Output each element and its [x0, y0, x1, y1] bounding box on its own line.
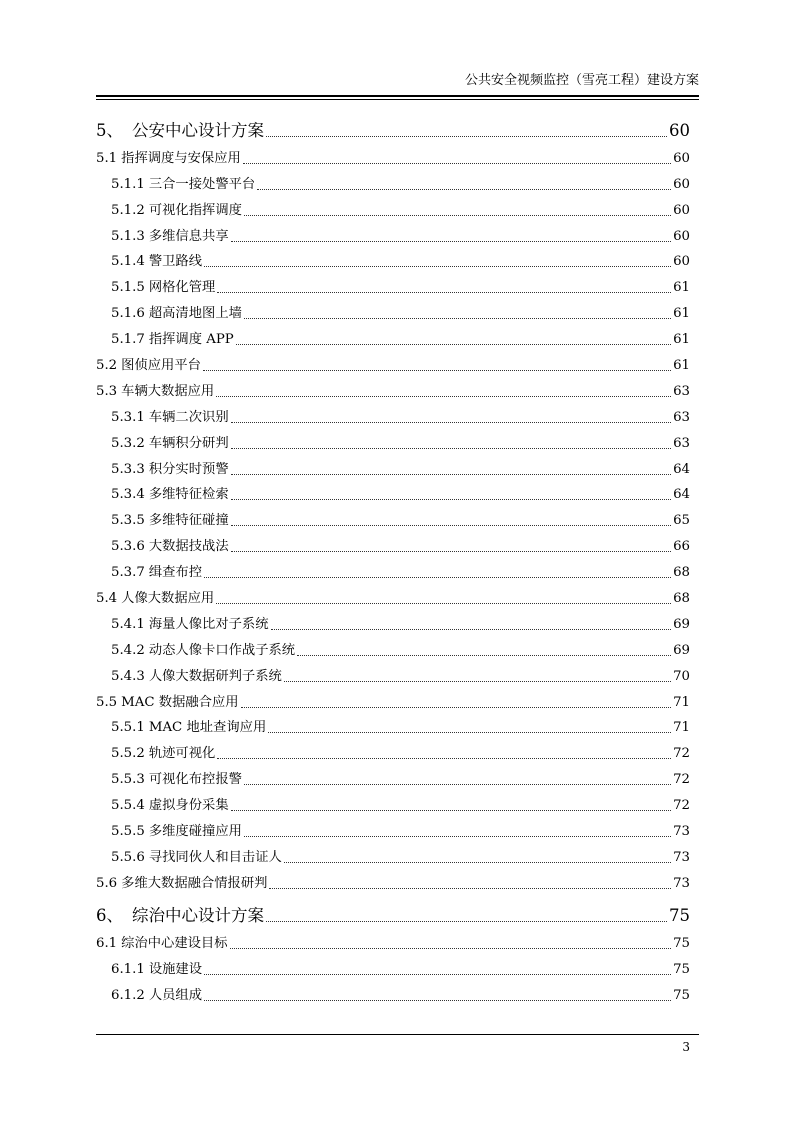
- toc-leader-dots: [231, 798, 671, 811]
- toc-entry-page: 63: [673, 383, 690, 399]
- toc-entry[interactable]: [96, 555, 690, 581]
- toc-entry-title: 警卫路线: [148, 254, 203, 270]
- toc-entry-number: 5.4.1: [111, 616, 145, 632]
- toc-entry-title: 人像大数据研判子系统: [148, 668, 282, 684]
- toc-entry-page: 64: [673, 487, 690, 503]
- toc-leader-dots: [266, 124, 667, 137]
- toc-entry-title: 寻找同伙人和目击证人: [148, 849, 282, 865]
- toc-entry-number: 6.1.1: [111, 961, 145, 977]
- toc-entry-title: 多维特征检索: [148, 487, 229, 503]
- toc-entry-number: 5.1.6: [111, 306, 145, 322]
- toc-entry-title: 指挥调度与安保应用: [121, 150, 241, 166]
- toc-entry-page: 63: [673, 409, 690, 425]
- toc-entry-page: 72: [673, 772, 690, 788]
- toc-leader-dots: [236, 332, 671, 345]
- toc-leader-dots: [231, 513, 671, 526]
- toc-entry-title: 综治中心设计方案: [132, 905, 264, 925]
- toc-entry[interactable]: [96, 607, 690, 633]
- toc-entry-title: 多维特征碰撞: [148, 513, 229, 529]
- toc-entry-number: 6、: [96, 905, 123, 925]
- toc-leader-dots: [266, 909, 667, 922]
- toc-entry-title: 多维度碰撞应用: [148, 824, 242, 840]
- toc-entry-number: 5.3.1: [111, 409, 145, 425]
- toc-entry[interactable]: [96, 167, 690, 193]
- toc-entry-title: 人像大数据应用: [121, 591, 215, 607]
- toc-entry-number: 5.5.1: [111, 720, 145, 736]
- toc-entry-page: 61: [673, 306, 690, 322]
- toc-leader-dots: [204, 962, 671, 975]
- toc-entry-title: 人员组成: [148, 987, 203, 1003]
- toc-entry-title: 设施建设: [148, 961, 203, 977]
- page-number: 3: [682, 1040, 690, 1054]
- toc-entry-number: 5.4: [96, 591, 118, 607]
- toc-entry-title: 综治中心建设目标: [121, 935, 228, 951]
- toc-leader-dots: [268, 720, 671, 733]
- toc-entry[interactable]: [96, 659, 690, 685]
- toc-leader-dots: [284, 669, 671, 682]
- toc-entry[interactable]: [96, 788, 690, 814]
- toc-entry-page: 71: [673, 720, 690, 736]
- toc-entry-title: 公安中心设计方案: [132, 121, 264, 140]
- toc-entry-number: 5.5.5: [111, 824, 145, 840]
- toc-entry-number: 5.1.4: [111, 254, 145, 270]
- toc-entry-page: 70: [673, 668, 690, 684]
- toc-leader-dots: [204, 254, 671, 267]
- toc-entry-page: 65: [673, 513, 690, 529]
- toc-entry-title: 车辆积分研判: [148, 435, 229, 451]
- toc-entry-page: 60: [673, 202, 690, 218]
- toc-entry-page: 66: [673, 539, 690, 555]
- toc-entry-page: 68: [673, 591, 690, 607]
- toc-entry-number: 5.5.2: [111, 746, 145, 762]
- toc-entry-number: 5.6: [96, 875, 118, 891]
- toc-entry-page: 69: [673, 642, 690, 658]
- toc-leader-dots: [241, 695, 672, 708]
- toc-entry-title: MAC 数据融合应用: [121, 694, 239, 710]
- toc-entry[interactable]: [96, 452, 690, 478]
- toc-entry-page: 75: [673, 935, 690, 951]
- toc-entry[interactable]: [96, 219, 690, 245]
- toc-entry-page: 61: [673, 280, 690, 296]
- table-of-contents: [96, 111, 690, 1004]
- toc-entry-page: 60: [673, 150, 690, 166]
- toc-entry[interactable]: [96, 926, 690, 952]
- toc-entry-page: 68: [673, 565, 690, 581]
- toc-entry[interactable]: [96, 348, 690, 374]
- toc-entry-page: 72: [673, 798, 690, 814]
- toc-leader-dots: [217, 746, 671, 759]
- toc-entry-number: 5.3: [96, 383, 118, 399]
- toc-entry-page: 73: [673, 849, 690, 865]
- toc-leader-dots: [216, 384, 671, 397]
- toc-entry[interactable]: [96, 840, 690, 866]
- toc-entry-number: 5.5.3: [111, 772, 145, 788]
- toc-leader-dots: [231, 462, 671, 475]
- toc-entry[interactable]: [96, 581, 690, 607]
- toc-entry-number: 5.5: [96, 694, 118, 710]
- toc-entry-page: 61: [673, 358, 690, 374]
- toc-entry-title: 缉查布控: [148, 565, 203, 581]
- toc-entry-page: 60: [673, 228, 690, 244]
- toc-entry-title: 动态人像卡口作战子系统: [148, 642, 296, 658]
- toc-entry-page: 60: [673, 176, 690, 192]
- toc-leader-dots: [204, 565, 671, 578]
- toc-entry-number: 5.1: [96, 150, 118, 166]
- toc-leader-dots: [216, 591, 671, 604]
- toc-entry-number: 5.1.5: [111, 280, 145, 296]
- toc-leader-dots: [217, 280, 671, 293]
- toc-entry[interactable]: [96, 322, 690, 348]
- toc-entry[interactable]: [96, 296, 690, 322]
- toc-entry[interactable]: [96, 866, 690, 892]
- toc-entry[interactable]: [96, 426, 690, 452]
- toc-leader-dots: [271, 617, 672, 630]
- toc-entry-page: 60: [673, 254, 690, 270]
- header-rule-thin: [96, 99, 699, 100]
- page-header: 公共安全视频监控（雪亮工程）建设方案: [464, 73, 699, 88]
- toc-entry[interactable]: [96, 400, 690, 426]
- toc-entry-number: 5.3.2: [111, 435, 145, 451]
- toc-entry[interactable]: [96, 762, 690, 788]
- toc-entry-title: 大数据技战法: [148, 539, 229, 555]
- toc-leader-dots: [284, 850, 671, 863]
- toc-entry-number: 5.5.4: [111, 798, 145, 814]
- toc-entry[interactable]: [96, 270, 690, 296]
- toc-leader-dots: [269, 876, 671, 889]
- toc-entry-page: 63: [673, 435, 690, 451]
- toc-entry-number: 6.1.2: [111, 987, 145, 1003]
- toc-entry-number: 5.1.2: [111, 202, 145, 218]
- toc-entry-title: 网格化管理: [148, 280, 216, 296]
- toc-entry-title: 虚拟身份采集: [148, 798, 229, 814]
- toc-entry-title: 多维信息共享: [148, 228, 229, 244]
- toc-entry-page: 71: [673, 694, 690, 710]
- toc-entry-title: 多维大数据融合情报研判: [121, 875, 268, 891]
- toc-leader-dots: [257, 177, 671, 190]
- toc-entry-number: 5.4.3: [111, 668, 145, 684]
- toc-entry[interactable]: [96, 141, 690, 167]
- toc-entry[interactable]: [96, 374, 690, 400]
- toc-entry-title: 车辆二次识别: [148, 409, 229, 425]
- toc-entry-page: 73: [673, 824, 690, 840]
- toc-entry[interactable]: [96, 193, 690, 219]
- toc-entry-number: 5.3.5: [111, 513, 145, 529]
- toc-entry-page: 75: [669, 905, 690, 925]
- toc-chapter-entry[interactable]: [96, 111, 690, 141]
- toc-entry[interactable]: [96, 711, 690, 737]
- toc-entry-number: 5.3.7: [111, 565, 145, 581]
- toc-entry[interactable]: [96, 736, 690, 762]
- toc-entry-page: 73: [673, 875, 690, 891]
- toc-entry[interactable]: [96, 633, 690, 659]
- toc-entry-number: 5.1.3: [111, 228, 145, 244]
- toc-entry-title: 超高清地图上墙: [148, 306, 242, 322]
- toc-leader-dots: [230, 936, 672, 949]
- toc-entry-number: 5.3.3: [111, 461, 145, 477]
- toc-entry[interactable]: [96, 814, 690, 840]
- toc-entry-number: 5.2: [96, 358, 118, 374]
- toc-entry-title: 图侦应用平台: [121, 358, 201, 374]
- toc-entry-title: 指挥调度 APP: [148, 332, 234, 348]
- toc-entry-number: 5.3.6: [111, 539, 145, 555]
- toc-entry[interactable]: [96, 245, 690, 271]
- toc-entry-title: 海量人像比对子系统: [148, 616, 269, 632]
- toc-entry-number: 5.1.1: [111, 176, 145, 192]
- toc-entry-page: 75: [673, 961, 690, 977]
- toc-entry-title: MAC 地址查询应用: [148, 720, 267, 736]
- toc-leader-dots: [231, 487, 671, 500]
- toc-entry-page: 72: [673, 746, 690, 762]
- toc-leader-dots: [243, 151, 671, 164]
- footer-rule: [96, 1034, 699, 1035]
- toc-entry-page: 64: [673, 461, 690, 477]
- toc-entry-number: 6.1: [96, 935, 118, 951]
- toc-entry-number: 5、: [96, 121, 123, 140]
- toc-entry-number: 5.1.7: [111, 332, 145, 348]
- toc-leader-dots: [244, 824, 671, 837]
- toc-entry[interactable]: [96, 478, 690, 504]
- toc-entry-title: 车辆大数据应用: [121, 383, 215, 399]
- toc-entry[interactable]: [96, 503, 690, 529]
- toc-entry[interactable]: [96, 529, 690, 555]
- toc-entry[interactable]: [96, 685, 690, 711]
- toc-entry[interactable]: [96, 952, 690, 978]
- toc-entry-title: 可视化指挥调度: [148, 202, 242, 218]
- toc-entry-title: 可视化布控报警: [148, 772, 242, 788]
- toc-entry-title: 积分实时预警: [148, 461, 229, 477]
- toc-entry-page: 61: [673, 332, 690, 348]
- toc-leader-dots: [297, 643, 671, 656]
- toc-entry-page: 75: [673, 987, 690, 1003]
- toc-leader-dots: [244, 772, 671, 785]
- toc-leader-dots: [231, 539, 671, 552]
- header-rule: [96, 95, 699, 97]
- toc-entry-number: 5.3.4: [111, 487, 145, 503]
- toc-leader-dots: [231, 436, 671, 449]
- toc-entry-title: 轨迹可视化: [148, 746, 216, 762]
- toc-entry-number: 5.4.2: [111, 642, 145, 658]
- toc-entry[interactable]: [96, 978, 690, 1004]
- toc-leader-dots: [204, 988, 671, 1001]
- toc-entry-number: 5.5.6: [111, 849, 145, 865]
- toc-leader-dots: [203, 358, 671, 371]
- toc-leader-dots: [244, 306, 671, 319]
- toc-entry-page: 69: [673, 616, 690, 632]
- toc-entry-page: 60: [669, 121, 690, 140]
- toc-leader-dots: [231, 229, 671, 242]
- toc-entry-title: 三合一接处警平台: [148, 176, 256, 192]
- toc-leader-dots: [231, 410, 671, 423]
- toc-leader-dots: [244, 203, 671, 216]
- toc-chapter-entry[interactable]: [96, 896, 690, 926]
